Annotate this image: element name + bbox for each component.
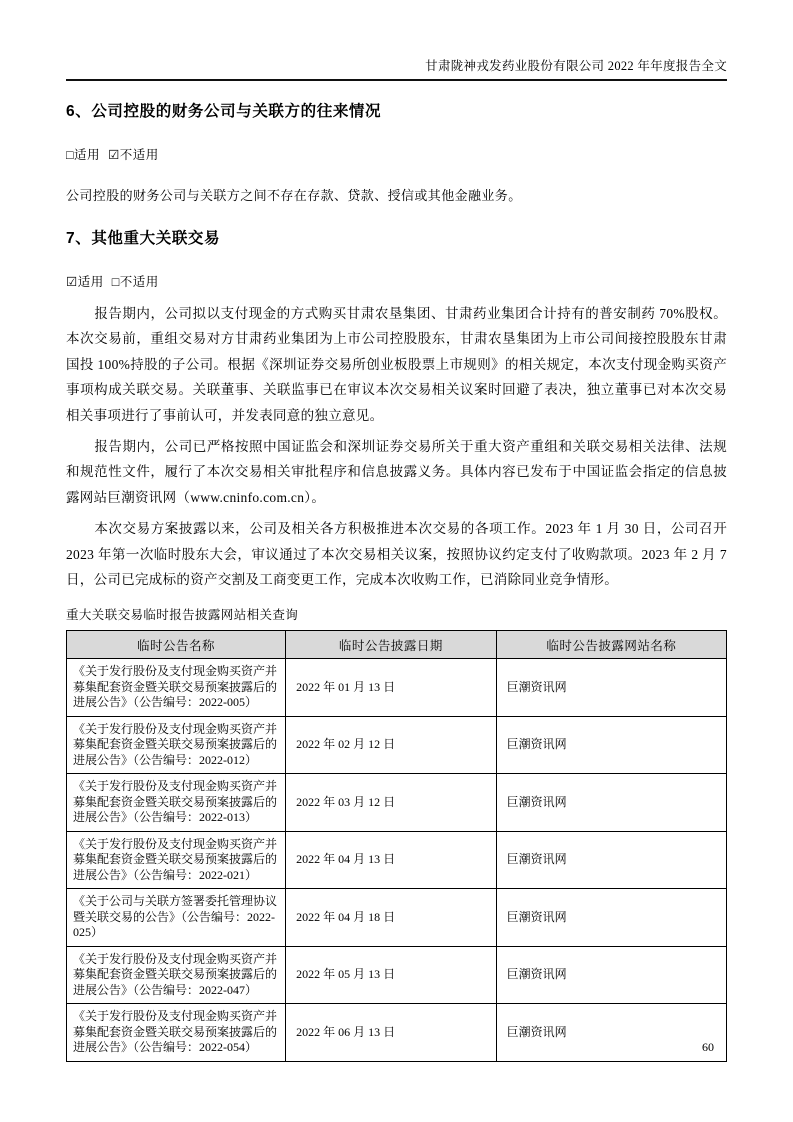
column-header-disclosure-site: 临时公告披露网站名称 [496, 631, 726, 659]
page-number: 60 [702, 1040, 714, 1054]
section-7-paragraph-3: 本次交易方案披露以来，公司及相关各方积极推进本次交易的各项工作。2023 年 1 月 30 日，公司召开 2023 年第一次临时股东大会，审议通过了本次交易相关议案，按照协议约定支付了收购款项。2023 年 2 月 7 日，公司已完成标的资产交割及工商变更工作，完成本次收购工作，已消除同业竞争情形。 [66, 521, 727, 588]
document-header-title: 甘肃陇神戎发药业股份有限公司 2022 年年度报告全文 [425, 59, 727, 73]
section-6-heading: 6、公司控股的财务公司与关联方的往来情况 [66, 103, 382, 120]
checkbox-not-applicable-unchecked: □不适用 [111, 275, 159, 289]
disclosure-site-cell: 巨潮资讯网 [496, 1004, 726, 1062]
checkbox-not-applicable-checked: ☑不适用 [108, 148, 159, 162]
announcements-table-body [67, 659, 727, 1062]
disclosure-site-cell: 巨潮资讯网 [496, 889, 726, 947]
announcement-name-cell: 《关于发行股份及支付现金购买资产并募集配套资金暨关联交易预案披露后的进展公告》（公告编号：2022-012） [67, 716, 286, 774]
section-6-body: 公司控股的财务公司与关联方之间不存在存款、贷款、授信或其他金融业务。 [66, 188, 522, 203]
announcement-name-cell: 《关于发行股份及支付现金购买资产并募集配套资金暨关联交易预案披露后的进展公告》（公告编号：2022-005） [67, 659, 286, 717]
disclosure-date-cell: 2022 年 02 月 12 日 [286, 716, 497, 774]
disclosure-date-cell: 2022 年 05 月 13 日 [286, 946, 497, 1004]
column-header-announcement-name: 临时公告名称 [67, 631, 286, 659]
table-row [67, 831, 727, 889]
announcements-table [66, 630, 727, 1062]
section-7-paragraph-2: 报告期内，公司已严格按照中国证监会和深圳证券交易所关于重大资产重组和关联交易相关法律、法规和规范性文件，履行了本次交易相关审批程序和信息披露义务。具体内容已发布于中国证监会指定的信息披露网站巨潮资讯网（www.cninfo.com.cn）。 [66, 439, 727, 505]
announcements-table-caption: 重大关联交易临时报告披露网站相关查询 [66, 608, 299, 623]
table-row [67, 716, 727, 774]
announcement-name-cell: 《关于公司与关联方签署委托管理协议暨关联交易的公告》（公告编号：2022-025） [67, 889, 286, 947]
section-7-applicability [66, 272, 727, 290]
disclosure-site-cell: 巨潮资讯网 [496, 774, 726, 832]
section-7-heading: 7、其他重大关联交易 [66, 230, 221, 247]
table-row [67, 659, 727, 717]
table-header-row [67, 631, 727, 659]
column-header-disclosure-date: 临时公告披露日期 [286, 631, 497, 659]
disclosure-date-cell: 2022 年 06 月 13 日 [286, 1004, 497, 1062]
table-row [67, 889, 727, 947]
announcement-name-cell: 《关于发行股份及支付现金购买资产并募集配套资金暨关联交易预案披露后的进展公告》（公告编号：2022-047） [67, 946, 286, 1004]
disclosure-date-cell: 2022 年 04 月 18 日 [286, 889, 497, 947]
disclosure-site-cell: 巨潮资讯网 [496, 659, 726, 717]
disclosure-site-cell: 巨潮资讯网 [496, 946, 726, 1004]
checkbox-applicable-unchecked: □适用 [66, 148, 101, 162]
announcement-name-cell: 《关于发行股份及支付现金购买资产并募集配套资金暨关联交易预案披露后的进展公告》（公告编号：2022-013） [67, 774, 286, 832]
table-row [67, 1004, 727, 1062]
section-7-paragraph-1: 报告期内，公司拟以支付现金的方式购买甘肃农垦集团、甘肃药业集团合计持有的普安制药 70%股权。本次交易前，重组交易对方甘肃药业集团为上市公司控股股东，甘肃农垦集团为上市公司间接控股股东甘肃国投 100%持股的子公司。根据《深圳证券交易所创业板股票上市规则》的相关规定，本次支付现金购买资产事项构成关联交易。关联董事、关联监事已在审议本次交易相关议案时回避了表决，独立董事已对本次交易相关事项进行了事前认可，并发表同意的独立意见。 [66, 306, 727, 423]
disclosure-date-cell: 2022 年 03 月 12 日 [286, 774, 497, 832]
table-row [67, 946, 727, 1004]
section-6-applicability [66, 145, 727, 163]
disclosure-date-cell: 2022 年 01 月 13 日 [286, 659, 497, 717]
announcement-name-cell: 《关于发行股份及支付现金购买资产并募集配套资金暨关联交易预案披露后的进展公告》（公告编号：2022-054） [67, 1004, 286, 1062]
announcement-name-cell: 《关于发行股份及支付现金购买资产并募集配套资金暨关联交易预案披露后的进展公告》（公告编号：2022-021） [67, 831, 286, 889]
disclosure-date-cell: 2022 年 04 月 13 日 [286, 831, 497, 889]
checkbox-applicable-checked: ☑适用 [66, 275, 104, 289]
table-row [67, 774, 727, 832]
document-header [66, 0, 727, 81]
disclosure-site-cell: 巨潮资讯网 [496, 716, 726, 774]
disclosure-site-cell: 巨潮资讯网 [496, 831, 726, 889]
